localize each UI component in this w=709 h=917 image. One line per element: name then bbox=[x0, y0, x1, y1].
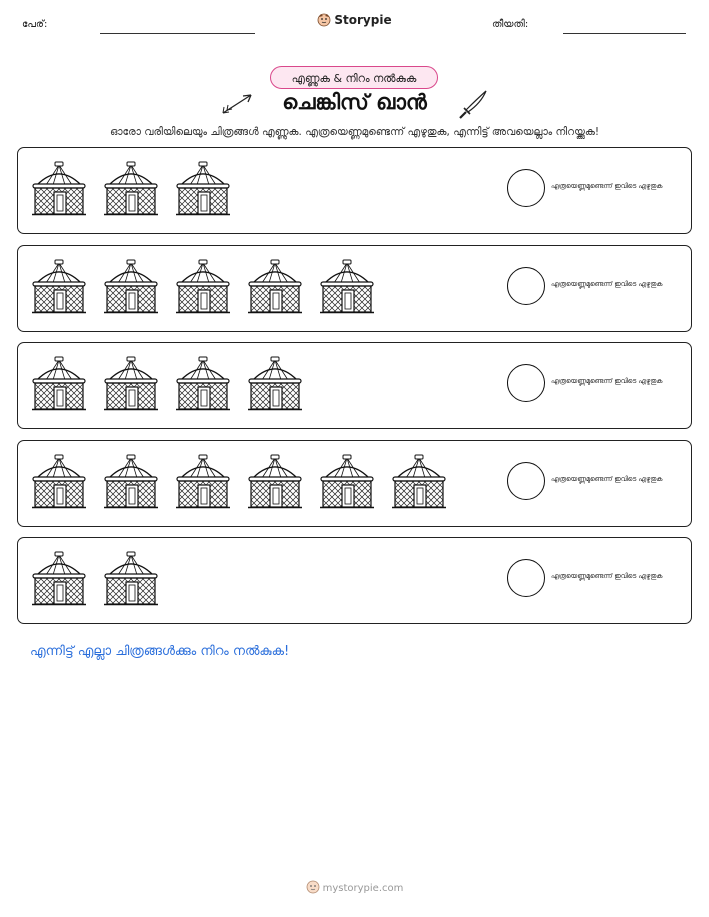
brand-name: Storypie bbox=[334, 13, 392, 27]
page-title: ചെങ്കിസ് ഖാൻ bbox=[282, 90, 427, 114]
yurt-icon bbox=[101, 159, 161, 219]
yurt-icon bbox=[101, 452, 161, 512]
sword-icon bbox=[457, 89, 489, 121]
name-write-line[interactable] bbox=[100, 33, 255, 34]
yurt-icon bbox=[389, 452, 449, 512]
yurt-icon bbox=[29, 452, 89, 512]
yurt-icon bbox=[245, 257, 305, 317]
yurt-group bbox=[29, 159, 233, 219]
count-row-4 bbox=[17, 440, 692, 527]
yurt-group bbox=[29, 549, 161, 609]
yurt-icon bbox=[29, 159, 89, 219]
yurt-group bbox=[29, 257, 377, 317]
count-row-2 bbox=[17, 245, 692, 332]
yurt-icon bbox=[317, 452, 377, 512]
answer-hint: എത്രയെണ്ണമുണ്ടെന്ന് ഇവിടെ എഴുതുക bbox=[551, 280, 663, 288]
yurt-icon bbox=[173, 159, 233, 219]
yurt-group bbox=[29, 354, 305, 414]
answer-hint: എത്രയെണ്ണമുണ്ടെന്ന് ഇവിടെ എഴുതുക bbox=[551, 182, 663, 190]
yurt-icon bbox=[29, 549, 89, 609]
yurt-icon bbox=[245, 452, 305, 512]
site-footer bbox=[0, 880, 709, 894]
count-row-1 bbox=[17, 147, 692, 234]
date-write-line[interactable] bbox=[563, 33, 686, 34]
yurt-group bbox=[29, 452, 449, 512]
site-url: mystorypie.com bbox=[322, 883, 404, 894]
answer-hint: എത്രയെണ്ണമുണ്ടെന്ന് ഇവിടെ എഴുതുക bbox=[551, 475, 663, 483]
answer-circle[interactable] bbox=[507, 169, 545, 207]
yurt-icon bbox=[101, 354, 161, 414]
yurt-icon bbox=[101, 257, 161, 317]
answer-circle[interactable] bbox=[507, 462, 545, 500]
count-row-3 bbox=[17, 342, 692, 429]
name-label: പേര്: bbox=[22, 19, 48, 30]
yurt-icon bbox=[29, 354, 89, 414]
yurt-icon bbox=[101, 549, 161, 609]
count-row-5 bbox=[17, 537, 692, 624]
answer-circle[interactable] bbox=[507, 364, 545, 402]
coloring-note: എന്നിട്ട് എല്ലാ ചിത്രങ്ങൾക്കും നിറം നൽകുക! bbox=[30, 644, 290, 659]
yurt-icon bbox=[317, 257, 377, 317]
yurt-icon bbox=[29, 257, 89, 317]
activity-badge: എണ്ണുക & നിറം നൽകുക bbox=[270, 66, 438, 89]
date-label: തീയതി: bbox=[492, 19, 529, 30]
answer-circle[interactable] bbox=[507, 267, 545, 305]
yurt-icon bbox=[173, 257, 233, 317]
answer-hint: എത്രയെണ്ണമുണ്ടെന്ന് ഇവിടെ എഴുതുക bbox=[551, 377, 663, 385]
yurt-icon bbox=[173, 354, 233, 414]
answer-hint: എത്രയെണ്ണമുണ്ടെന്ന് ഇവിടെ എഴുതുക bbox=[551, 572, 663, 580]
answer-circle[interactable] bbox=[507, 559, 545, 597]
yurt-icon bbox=[173, 452, 233, 512]
storypie-mascot-icon bbox=[306, 880, 320, 894]
instructions: ഓരോ വരിയിലെയും ചിത്രങ്ങൾ എണ്ണുക. എത്രയെണ്ണമുണ്ടെന്ന് എഴുതുക, എന്നിട്ട് അവയെല്ലാം നിറയ്ക്കുക! bbox=[109, 126, 600, 138]
storypie-mascot-icon bbox=[317, 13, 331, 27]
brand-logo bbox=[0, 13, 709, 27]
yurt-icon bbox=[245, 354, 305, 414]
